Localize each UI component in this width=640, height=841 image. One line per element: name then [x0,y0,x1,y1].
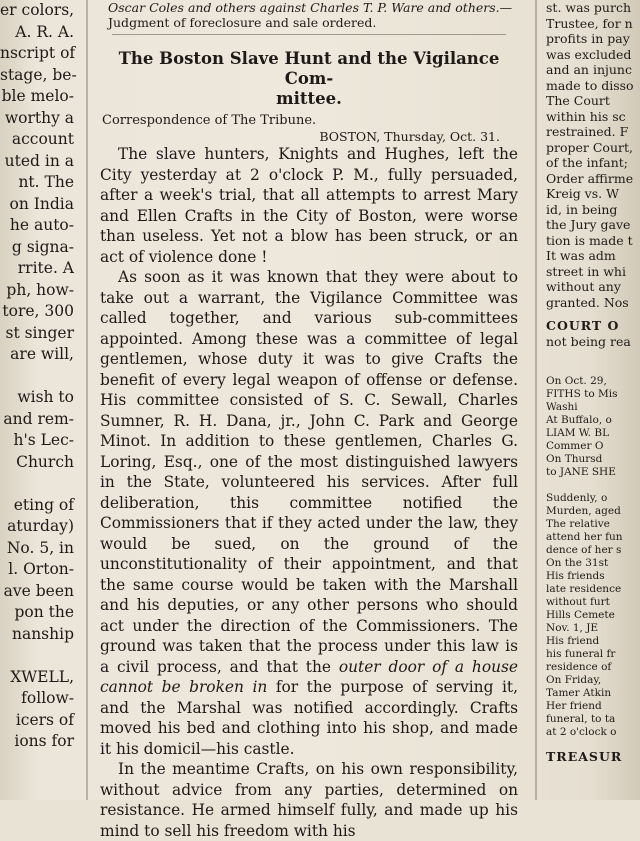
column-rule-right [535,0,537,800]
left-column-line: worthy a [4,108,74,127]
left-column-lines [0,0,80,753]
center-column [92,0,526,840]
correspondence-credit: Correspondence of The Tribune. [102,113,317,128]
paragraph-2-text-a: As soon as it was known that they were about to take out a warrant, the Vigilance Committee was called together, and various sub-committees appointed. Among these was a committee of legal gentlemen, whose duty it was to give Crafts the benefit of every legal weapon of offense or defense. His committee consisted of S. C. Sewall, Charles Sumner, R. H. Dana, jr., John C. Park and George Minot. In addition to these gentlemen, Charles G. Loring, Esq., one of the most distinguished lawyers in the State, volunteered his services. After full deliberation, this committee notified the Commissioners that if they acted under the law, they would be sued, on the ground of the unconstitutionality of their appointment, and that the same course would be taken with the Marshall and his deputies, or any other persons who should act under the direction of the Commissioners. The ground was taken that the process under this law is a civil process, and that the [100,268,518,676]
right-column-notice-line: Hills Cemete [546,609,615,621]
paragraph-2-text-b: for the purpose of serving it, and the Marshal was notified accordingly. Crafts moved his bed and clothing into his shop, and made it his domicil—his castle. [100,678,518,758]
right-column-notice-line: His friend [546,635,600,647]
right-column-line: and an injunc [546,62,632,77]
right-column-notice-line: Tamer Atkin [546,687,612,699]
right-column-notice-line: On Thursd [546,453,603,465]
left-column-line: aturday) [7,517,74,535]
paragraph-3: In the meantime Crafts, on his own responsibility, without advice from any parties, determined on resistance. He armed himself fully, and made up his mind to sell his freedom with his [100,760,518,840]
left-column-line: Church [16,452,74,471]
headline-line-2: mittee. [276,89,342,108]
right-column-notice-line: his funeral fr [546,648,616,660]
right-column-line: It was adm [546,248,616,263]
left-column-line [0,366,74,388]
right-column-line: without any [546,279,621,294]
left-column-line: stage, be- [0,65,77,84]
right-column-notice-line: On Friday, [546,674,602,686]
left-column-line: tore, 300 [2,302,74,320]
treasury-heading: TREASUR [546,749,623,764]
left-column-line: l. Orton- [8,560,74,578]
right-column-line: the Jury gave [546,217,631,232]
article-body [92,144,526,841]
right-column-notice-line: On Oct. 29, [546,375,607,387]
left-column-line: uted in a [4,151,74,170]
right-column-notices [542,375,640,739]
left-column-line: nanship [11,624,74,643]
left-column-line: on India [9,194,74,213]
right-column-line: tion is made t [546,232,633,248]
court-heading: COURT O [546,318,620,333]
left-column-line: No. 5, in [6,538,74,557]
right-column-line: street in whi [546,263,626,279]
right-column-legal-lines [542,0,640,310]
right-column-notice-line: Her friend [546,700,602,712]
right-column-notice-line: attend her fun [546,531,623,543]
notice-names: Oscar Coles and others against Charles T. P. Ware and others. [108,0,500,15]
right-column-notice-line: at 2 o'clock o [546,726,617,738]
right-column-notice-line: At Buffalo, o [546,414,612,426]
right-column-notice-line: Washi [546,401,578,413]
right-column-notice-line: Suddenly, o [546,492,608,504]
right-column-notice-line: residence of [546,661,612,673]
right-column-notice-line: On the 31st [546,557,609,569]
left-column-line: XWELL, [10,667,74,686]
left-column-line: st singer [5,323,74,342]
right-column-line: was excluded [546,46,632,62]
paragraph-2 [100,267,518,759]
left-column-line: he auto- [9,216,74,234]
section-divider [112,34,506,35]
right-column-line: st. was purch [546,0,632,15]
left-column-line: are will, [10,345,74,363]
paragraph-1: The slave hunters, Knights and Hughes, left the City yesterday at 2 o'clock P. M., fully persuaded, after a week's trial, that all attempts to arrest Mary and Ellen Crafts in the City of Boston, were worse than useless. Yet not a blow has been struck, or an act of violence done ! [100,145,518,266]
right-column-line: within his sc [546,108,626,124]
right-column-notice-line: late residence [546,583,622,595]
left-column-line [0,473,74,495]
right-column-notice-line: His friends [546,570,605,582]
left-column-line: account [11,130,74,148]
notice-judgment: —Judgment of foreclosure and sale ordered. [108,0,513,30]
court-subheading: not being rea [546,333,631,349]
paragraph-2-emphasis: outer door of a house cannot be broken in [100,657,519,696]
right-column-notice-line [546,479,640,492]
right-column-line: Order affirme [546,170,634,186]
left-column-line: er colors, [0,1,75,19]
left-column-line: pon the [14,603,74,621]
left-column-line [0,645,74,667]
right-column-line: granted. Nos [546,294,629,310]
right-column-line: profits in pay [546,31,630,46]
dateline: BOSTON, Thursday, Oct. 31. [319,129,500,144]
article-headline [98,49,520,109]
left-column-line: wish to [17,388,74,406]
left-column-line: ble melo- [1,87,74,105]
right-column-notice-line: The relative [546,518,610,530]
right-column-notice-line: Murden, aged [546,505,621,517]
left-column-line: eting of [13,495,74,514]
left-column-line: nt. The [18,173,74,191]
right-column-fragment [542,0,640,800]
right-column-line: Trustee, for n [546,15,633,31]
left-column-fragment [0,0,80,800]
right-column-notice-line: FITHS to Mis [546,388,618,400]
right-column-notice-line: LIAM W. BL [546,427,610,439]
column-rule-left [86,0,88,800]
left-column-line: follow- [21,689,74,707]
right-column-notice-line: dence of her s [546,544,622,556]
right-column-line: restrained. F [546,124,629,139]
left-column-line: ave been [3,581,74,600]
left-column-line: rrite. A [17,259,74,277]
right-column-notice-line: Commer O [546,440,604,452]
foreclosure-notice [92,0,526,30]
right-column-line: The Court [546,93,610,108]
right-column-notice-line: without furt [546,596,610,608]
left-column-line: ph, how- [6,280,74,299]
headline-line-1: The Boston Slave Hunt and the Vigilance Com- [118,49,500,88]
right-column-line: proper Court, [546,139,633,155]
left-column-line: h's Lec- [13,431,74,449]
right-column-line: Kreig vs. W [546,186,619,201]
right-column-notice-line: Nov. 1, JE [546,622,599,634]
right-column-notice-line: to JANE SHE [546,466,616,478]
left-column-line: nscript of [0,44,76,62]
right-column-notice-line: funeral, to ta [546,713,616,725]
left-column-line: icers of [15,710,74,729]
left-column-line: and rem- [3,409,74,428]
right-column-line: id, in being [546,201,618,217]
left-column-line: A. R. A. [15,22,74,41]
left-column-line: ions for [14,732,74,750]
right-column-line: made to disso [546,77,634,93]
right-column-line: of the infant; [546,155,628,170]
left-column-line: g signa- [11,237,74,256]
